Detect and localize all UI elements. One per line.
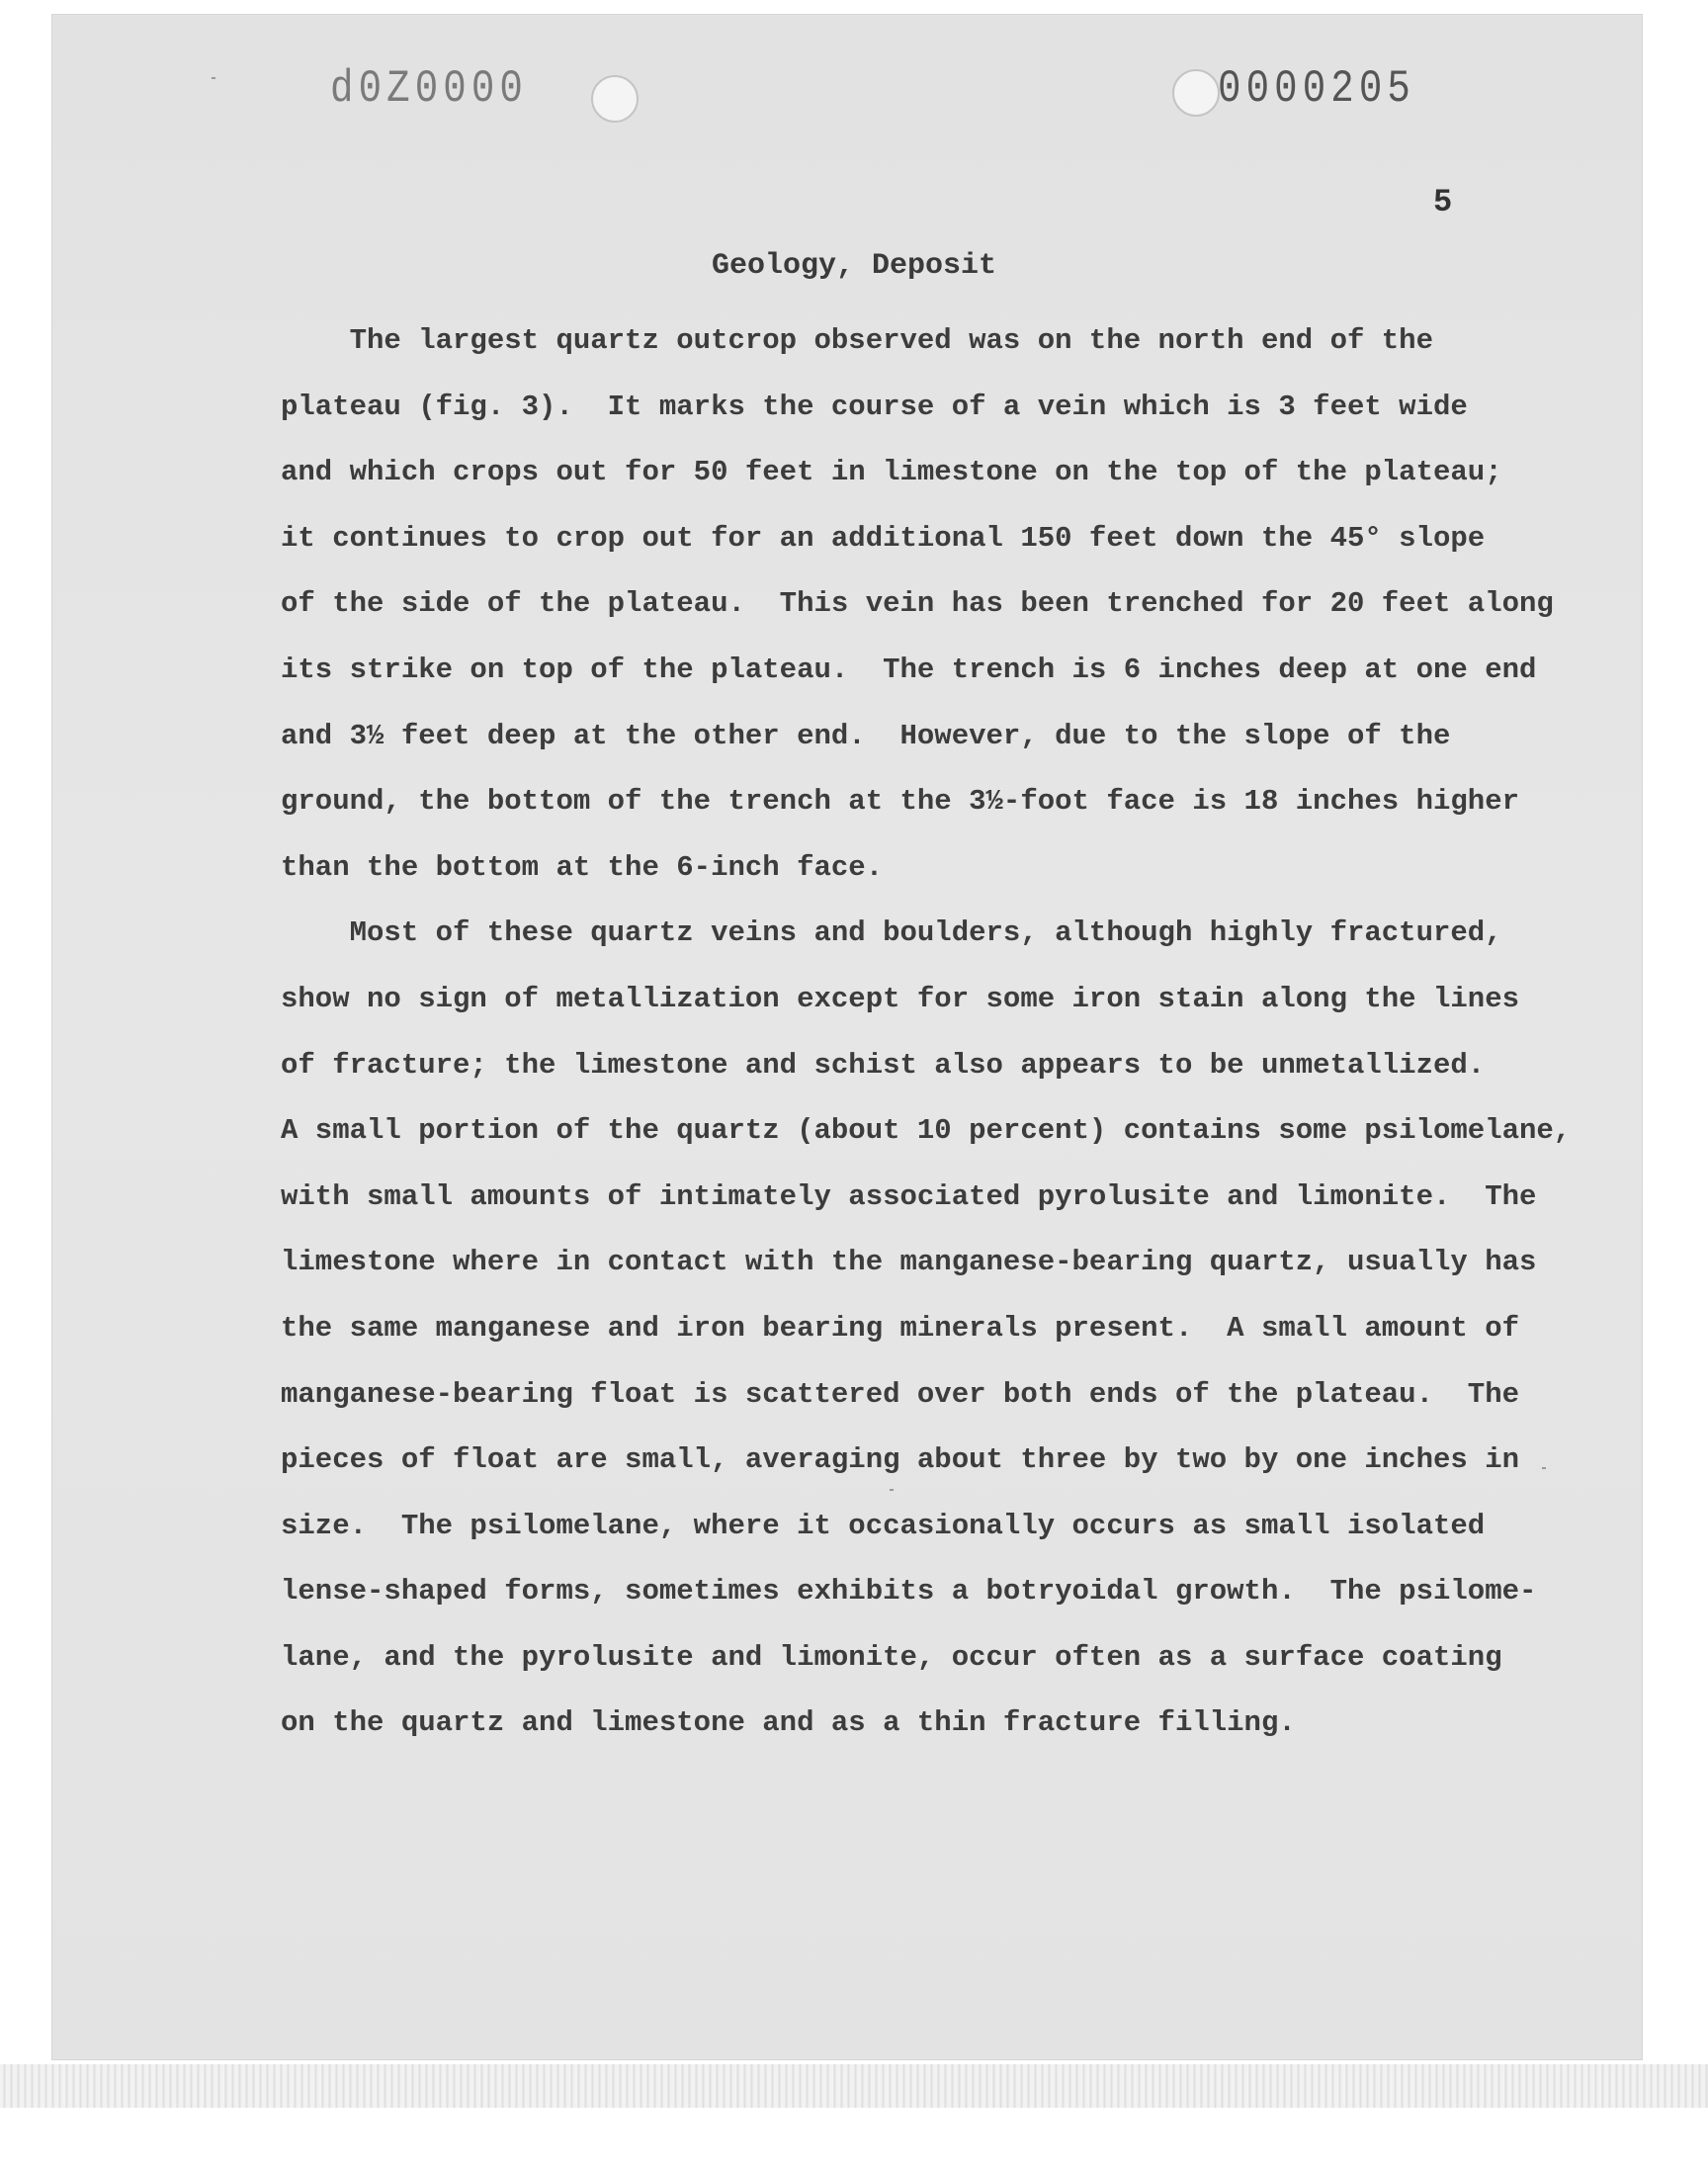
- scan-speck: [212, 77, 215, 79]
- text-line: The largest quartz outcrop observed was on the north end of the: [281, 324, 1433, 357]
- text-line: on the quartz and limestone and as a thin fracture filling.: [281, 1706, 1296, 1740]
- text-line: A small portion of the quartz (about 10 percent) contains some psilomelane,: [281, 1114, 1572, 1148]
- text-line: and 3½ feet deep at the other end. However, due to the slope of the: [281, 719, 1451, 752]
- text-line: manganese-bearing float is scattered over both ends of the plateau. The: [281, 1377, 1520, 1411]
- text-line: lane, and the pyrolusite and limonite, occur often as a surface coating: [281, 1640, 1502, 1674]
- scan-edge: [0, 2064, 1708, 2108]
- punch-hole-right: [1172, 69, 1220, 117]
- scan-speck: [1542, 1467, 1546, 1469]
- paragraph-2: [281, 901, 1572, 1757]
- punch-hole-left: [591, 75, 639, 123]
- text-line: the same manganese and iron bearing minerals present. A small amount of: [281, 1311, 1520, 1345]
- text-line: of fracture; the limestone and schist also appears to be unmetallized.: [281, 1048, 1486, 1082]
- text-line: plateau (fig. 3). It marks the course of a vein which is 3 feet wide: [281, 390, 1468, 423]
- page-number: 5: [1433, 184, 1453, 220]
- paragraph-1: [281, 308, 1554, 901]
- text-line: lense-shaped forms, sometimes exhibits a botryoidal growth. The psilome-: [281, 1575, 1537, 1609]
- text-line: pieces of float are small, averaging about three by two by one inches in: [281, 1443, 1520, 1477]
- scan-speck: [890, 1489, 894, 1491]
- text-line: of the side of the plateau. This vein has been trenched for 20 feet along: [281, 587, 1554, 621]
- section-title: Geology, Deposit: [711, 249, 997, 283]
- text-line: Most of these quartz veins and boulders, although highly fractured,: [281, 916, 1502, 950]
- text-line: it continues to crop out for an additional 150 feet down the 45° slope: [281, 521, 1486, 555]
- text-line: limestone where in contact with the manganese-bearing quartz, usually has: [281, 1246, 1537, 1279]
- document-stamp: 0000205: [1218, 63, 1415, 115]
- text-line: than the bottom at the 6-inch face.: [281, 850, 884, 884]
- text-line: size. The psilomelane, where it occasionally occurs as small isolated: [281, 1509, 1486, 1542]
- text-line: with small amounts of intimately associated pyrolusite and limonite. The: [281, 1179, 1537, 1213]
- body-text: [281, 308, 1572, 1757]
- text-line: ground, the bottom of the trench at the 3½-foot face is 18 inches higher: [281, 785, 1520, 819]
- text-line: its strike on top of the plateau. The trench is 6 inches deep at one end: [281, 652, 1537, 686]
- text-line: show no sign of metallization except for some iron stain along the lines: [281, 982, 1520, 1015]
- text-line: and which crops out for 50 feet in limestone on the top of the plateau;: [281, 456, 1502, 489]
- reversed-document-stamp: d0Z0000: [330, 63, 528, 115]
